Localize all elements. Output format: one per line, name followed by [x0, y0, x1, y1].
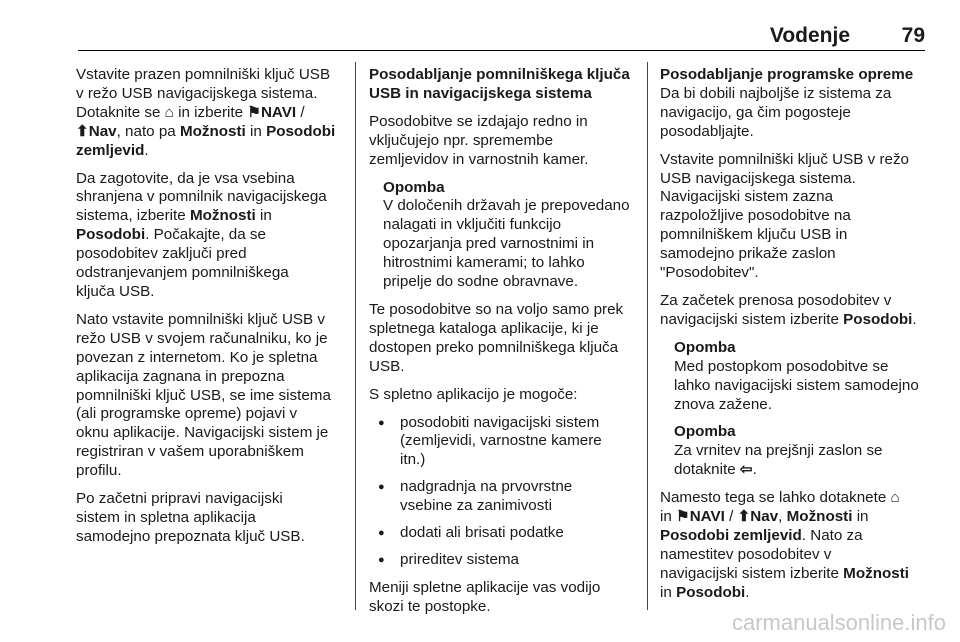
- text-line: [660, 311, 930, 330]
- text-line: vsebine za zanimivosti: [400, 497, 552, 515]
- text-run: in izberite: [178, 103, 244, 121]
- text-line: sistem in spletna aplikacija: [76, 508, 256, 526]
- column-divider: [355, 62, 356, 610]
- column-3: [660, 66, 930, 612]
- text-line: samodejno prepoznata ključ USB.: [76, 527, 305, 545]
- text-line: povezan z internetom. Ko je spletna: [76, 348, 318, 366]
- text-line: [660, 565, 930, 584]
- text-line: "Posodobitev".: [660, 264, 759, 282]
- text-line: [76, 226, 348, 245]
- section-title: Vodenje: [769, 24, 850, 47]
- text-run: in: [250, 122, 262, 140]
- text-line: [76, 104, 348, 123]
- text-line: razpoložljive posodobitve na: [660, 207, 851, 225]
- text-line: ● dodati ali brisati podatke: [400, 524, 564, 542]
- text-line: Po začetni pripravi navigacijski: [76, 490, 283, 508]
- text-line: oknu aplikacije. Navigacijski sistem je: [76, 424, 329, 442]
- heading-line: USB in navigacijskega sistema: [369, 84, 592, 102]
- text-run: navigacijski sistem izberite: [660, 564, 839, 582]
- note-box: [674, 423, 930, 480]
- text-line: lahko navigacijski sistem samodejno: [674, 376, 919, 394]
- text-line: [660, 508, 930, 527]
- text-run: in: [660, 583, 672, 601]
- paragraph: [369, 386, 639, 405]
- text-line: USB.: [369, 357, 405, 375]
- menu-ref: Posodobi: [676, 583, 746, 601]
- text-line: shranjena v pomnilnik navigacijskega: [76, 188, 327, 206]
- bullet-list: [369, 414, 639, 570]
- menu-ref: Nav: [750, 508, 779, 526]
- text-line: [76, 142, 348, 161]
- text-line: pomnilniški ključ USB, se ime sistema: [76, 386, 331, 404]
- arrow-up-icon: ⬆: [76, 122, 89, 140]
- note-title: Opomba: [674, 423, 736, 441]
- text-line: Za vrnitev na prejšnji zaslon se: [674, 442, 883, 460]
- page-number: 79: [901, 24, 925, 47]
- menu-ref: Možnosti: [786, 508, 853, 526]
- paragraph: [660, 489, 930, 602]
- menu-ref: Možnosti: [189, 207, 256, 225]
- text-line: (zemljevidi, varnostne kamere: [400, 432, 602, 450]
- note-title: Opomba: [383, 178, 445, 196]
- text-line: registriran v vašem uporabniškem: [76, 443, 304, 461]
- text-line: opozarjanja pred varnostnimi in: [383, 235, 595, 253]
- paragraph: [76, 311, 348, 481]
- menu-ref: Nav: [88, 122, 117, 140]
- list-item: [369, 478, 639, 516]
- menu-ref: Možnosti: [179, 122, 246, 140]
- paragraph: [76, 66, 348, 161]
- text-line: nalagati in vključiti funkcijo: [383, 216, 562, 234]
- watermark: carmanualsonline.info: [731, 610, 946, 635]
- column-2: [369, 66, 639, 626]
- text-line: Posodobitve se izdajajo redno in: [369, 112, 588, 130]
- menu-ref: Posodobi: [76, 226, 146, 244]
- note-box: [383, 179, 639, 292]
- text-line: ● posodobiti navigacijski sistem: [400, 413, 600, 431]
- flag-icon: ⚑: [676, 508, 690, 526]
- paragraph: [76, 490, 348, 547]
- flag-icon: ⚑: [247, 103, 261, 121]
- text-run: in: [260, 207, 272, 225]
- text-line: režo USB v svojem računalniku, ko je: [76, 329, 328, 347]
- text-line: aplikacija zagnana in prepozna: [76, 367, 285, 385]
- menu-ref: NAVI: [260, 103, 297, 121]
- text-line: vključujejo npr. spremembe: [369, 131, 554, 149]
- text-line: [660, 584, 930, 603]
- section-heading: [369, 66, 639, 104]
- text-line: Vstavite pomnilniški ključ USB v režo: [660, 150, 909, 168]
- text-line: samodejno prikaže zaslon: [660, 245, 836, 263]
- text-line: ● prireditev sistema: [400, 550, 520, 568]
- text-line: skozi te postopke.: [369, 597, 491, 615]
- text-line: S spletno aplikacijo je mogoče:: [369, 385, 578, 403]
- text-line: (ali programske opreme) pojavi v: [76, 405, 298, 423]
- text-line: Vstavite prazen pomnilniški ključ USB: [76, 66, 331, 83]
- home-icon: ⌂: [890, 489, 900, 507]
- home-icon: ⌂: [164, 103, 174, 121]
- text-line: Da bi dobili najboljše iz sistema za: [660, 84, 892, 102]
- text-line: znova zažene.: [674, 395, 772, 413]
- text-line: odstranjevanjem pomnilniškega: [76, 264, 289, 282]
- list-item: [369, 414, 639, 471]
- column-divider: [647, 62, 648, 610]
- text-run: dotaknite: [674, 461, 736, 479]
- paragraph: [369, 301, 639, 377]
- paragraph: [660, 292, 930, 330]
- text-line: [660, 489, 930, 508]
- text-run: in: [660, 508, 672, 526]
- text-run: , nato pa: [116, 122, 176, 140]
- text-line: Nato vstavite pomnilniški ključ USB v: [76, 310, 325, 328]
- text-run: Dotaknite se: [76, 103, 161, 121]
- arrow-up-icon: ⬆: [737, 508, 751, 526]
- text-line: Meniji spletne aplikacije vas vodijo: [369, 578, 601, 596]
- text-line: namestitev posodobitev v: [660, 545, 832, 563]
- back-arrow-icon: ⇦: [739, 461, 753, 479]
- menu-ref: Posodobi: [843, 310, 913, 328]
- text-line: V določenih državah je prepovedano: [383, 197, 630, 215]
- column-1: [76, 66, 348, 556]
- paragraph: [369, 113, 639, 170]
- text-run: .: [144, 141, 149, 159]
- page-header: [0, 0, 960, 48]
- text-line: hitrostnimi kamerami; to lahko: [383, 254, 585, 272]
- text-run: .: [745, 583, 750, 601]
- text-line: profilu.: [76, 462, 122, 480]
- text-run: Namesto tega se lahko dotaknete: [660, 489, 887, 507]
- paragraph: [369, 579, 639, 617]
- text-line: posodobitev zaključi pred: [76, 245, 247, 263]
- header-rule: [78, 50, 925, 51]
- paragraph: [660, 85, 930, 142]
- text-run: /: [729, 508, 734, 526]
- menu-ref: Posodobi zemljevid: [660, 526, 802, 544]
- text-run: /: [300, 103, 305, 121]
- list-item: [369, 524, 639, 543]
- text-line: navigacijo, ga čim pogosteje: [660, 103, 851, 121]
- paragraph: [76, 170, 348, 302]
- text-run: sistema, izberite: [76, 207, 186, 225]
- text-run: in: [856, 508, 869, 526]
- text-run: .: [752, 461, 757, 479]
- text-line: [660, 527, 930, 546]
- text-line: [76, 123, 348, 142]
- text-run: navigacijski sistem izberite: [660, 310, 839, 328]
- text-run: . Nato za: [801, 526, 863, 544]
- text-line: zemljevidov in varnostnih kamer.: [369, 150, 589, 168]
- note-title: Opomba: [674, 338, 736, 356]
- text-line: [674, 461, 930, 480]
- text-line: Navigacijski sistem zazna: [660, 188, 834, 206]
- text-line: USB navigacijskega sistema.: [660, 169, 856, 187]
- text-line: pripelje do sodne obravnave.: [383, 273, 579, 291]
- menu-ref: Možnosti: [843, 564, 909, 582]
- list-item: [369, 551, 639, 570]
- text-line: Da zagotovite, da je vsa vsebina: [76, 169, 295, 187]
- paragraph: [660, 151, 930, 283]
- text-line: [76, 207, 348, 226]
- text-line: Med postopkom posodobitve se: [674, 357, 889, 375]
- text-line: itn.): [400, 451, 426, 469]
- text-line: ključa USB.: [76, 282, 155, 300]
- note-box: [674, 339, 930, 415]
- text-line: spletnega kataloga aplikacije, ki je: [369, 319, 599, 337]
- text-line: Te posodobitve so na voljo samo prek: [369, 300, 624, 318]
- text-run: .: [912, 310, 917, 328]
- text-line: ● nadgradnja na prvovrstne: [400, 478, 573, 496]
- text-line: posodabljajte.: [660, 122, 754, 140]
- text-line: dostopen preko pomnilniškega ključa: [369, 338, 619, 356]
- menu-ref: zemljevid: [76, 141, 145, 159]
- text-line: v režo USB navigacijskega sistema.: [76, 84, 318, 102]
- text-line: pomnilniškem ključu USB in: [660, 226, 848, 244]
- heading-line: Posodabljanje pomnilniškega ključa: [369, 66, 630, 83]
- section-heading: Posodabljanje programske opreme: [660, 66, 914, 83]
- text-line: Za začetek prenosa posodobitev v: [660, 291, 892, 309]
- text-run: ,: [778, 508, 783, 526]
- text-run: . Počakajte, da se: [145, 226, 266, 244]
- menu-ref: Posodobi: [266, 122, 336, 140]
- menu-ref: NAVI: [689, 508, 725, 526]
